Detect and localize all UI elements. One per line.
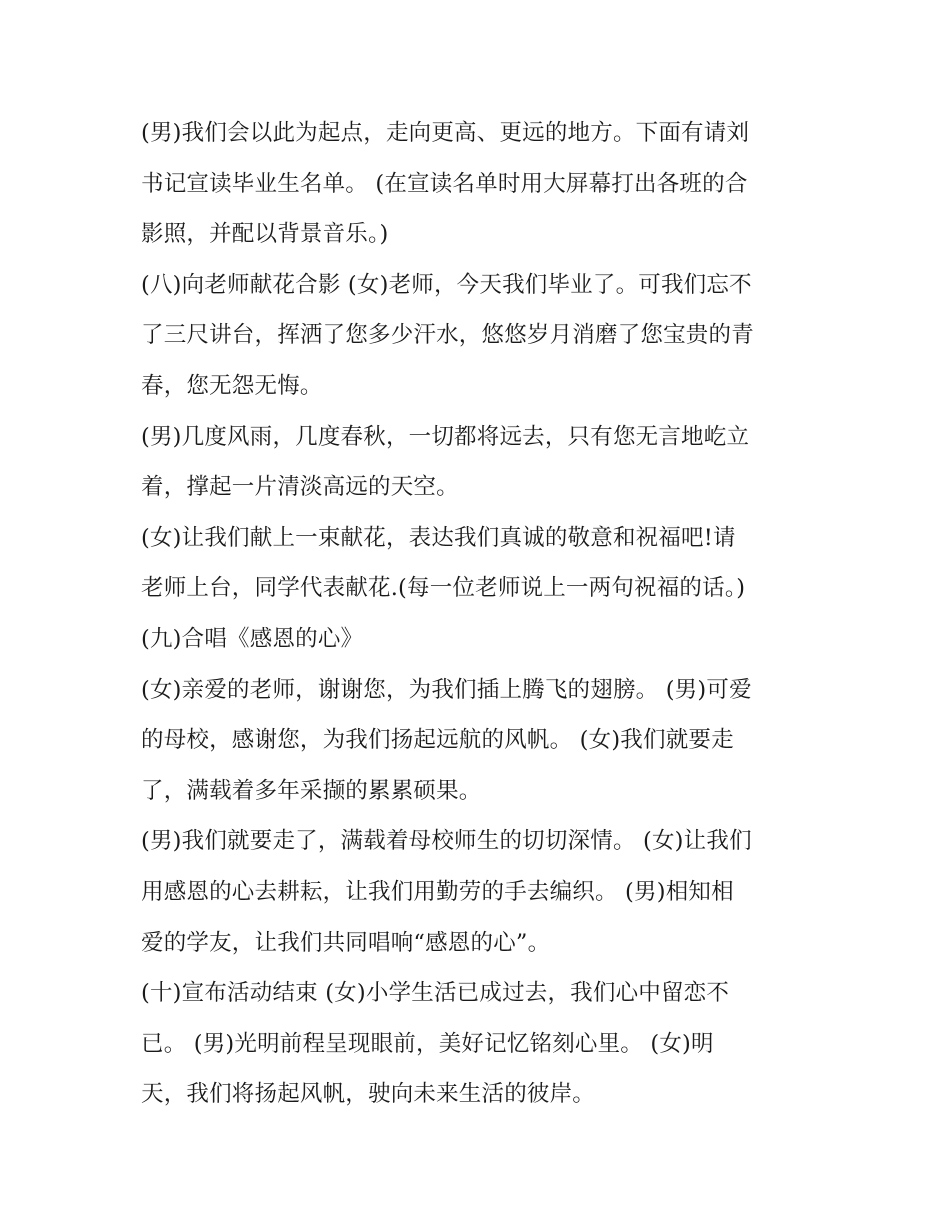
text-line: (女)让我们献上一束献花，表达我们真诚的敬意和祝福吧!请 [141, 524, 736, 551]
text-line: 天，我们将扬起风帆，驶向未来生活的彼岸。 [141, 1081, 596, 1108]
text-line: (八)向老师献花合影 (女)老师，今天我们毕业了。可我们忘不 [141, 271, 752, 298]
text-line: (十)宣布活动结束 (女)小学生活已成过去，我们心中留恋不 [141, 980, 730, 1007]
text-line: 着，撑起一片清淡高远的天空。 [141, 474, 459, 501]
text-line: 了，满载着多年采撷的累累硕果。 [141, 777, 482, 804]
text-line: 书记宣读毕业生名单。 (在宣读名单时用大屏幕打出各班的合 [141, 170, 748, 197]
text-line: 影照，并配以背景音乐。) [141, 221, 389, 248]
text-line: 爱的学友，让我们共同唱响“感恩的心”。 [141, 929, 551, 956]
text-line: (九)合唱《感恩的心》 [141, 625, 364, 652]
text-line: 用感恩的心去耕耘，让我们用勤劳的手去编织。 (男)相知相 [141, 878, 734, 905]
text-line: 已。 (男)光明前程呈现眼前，美好记忆铭刻心里。 (女)明 [141, 1030, 714, 1057]
text-line: (男)我们会以此为起点，走向更高、更远的地方。下面有请刘 [141, 120, 750, 146]
text-line: 春，您无怨无悔。 [141, 372, 323, 399]
text-line: 了三尺讲台，挥洒了您多少汗水，悠悠岁月消磨了您宝贵的青 [141, 322, 754, 349]
document-body [141, 108, 821, 1120]
text-line: (男)我们就要走了，满载着母校师生的切切深情。 (女)让我们 [141, 828, 752, 855]
text-line: (男)几度风雨，几度春秋，一切都将远去，只有您无言地屹立 [141, 423, 750, 450]
text-line: 的母校，感谢您，为我们扬起远航的风帆。 (女)我们就要走 [141, 727, 734, 754]
text-line: 老师上台，同学代表献花.(每一位老师说上一两句祝福的话。) [141, 575, 746, 602]
text-line: (女)亲爱的老师，谢谢您，为我们插上腾飞的翅膀。 (男)可爱 [141, 676, 752, 703]
